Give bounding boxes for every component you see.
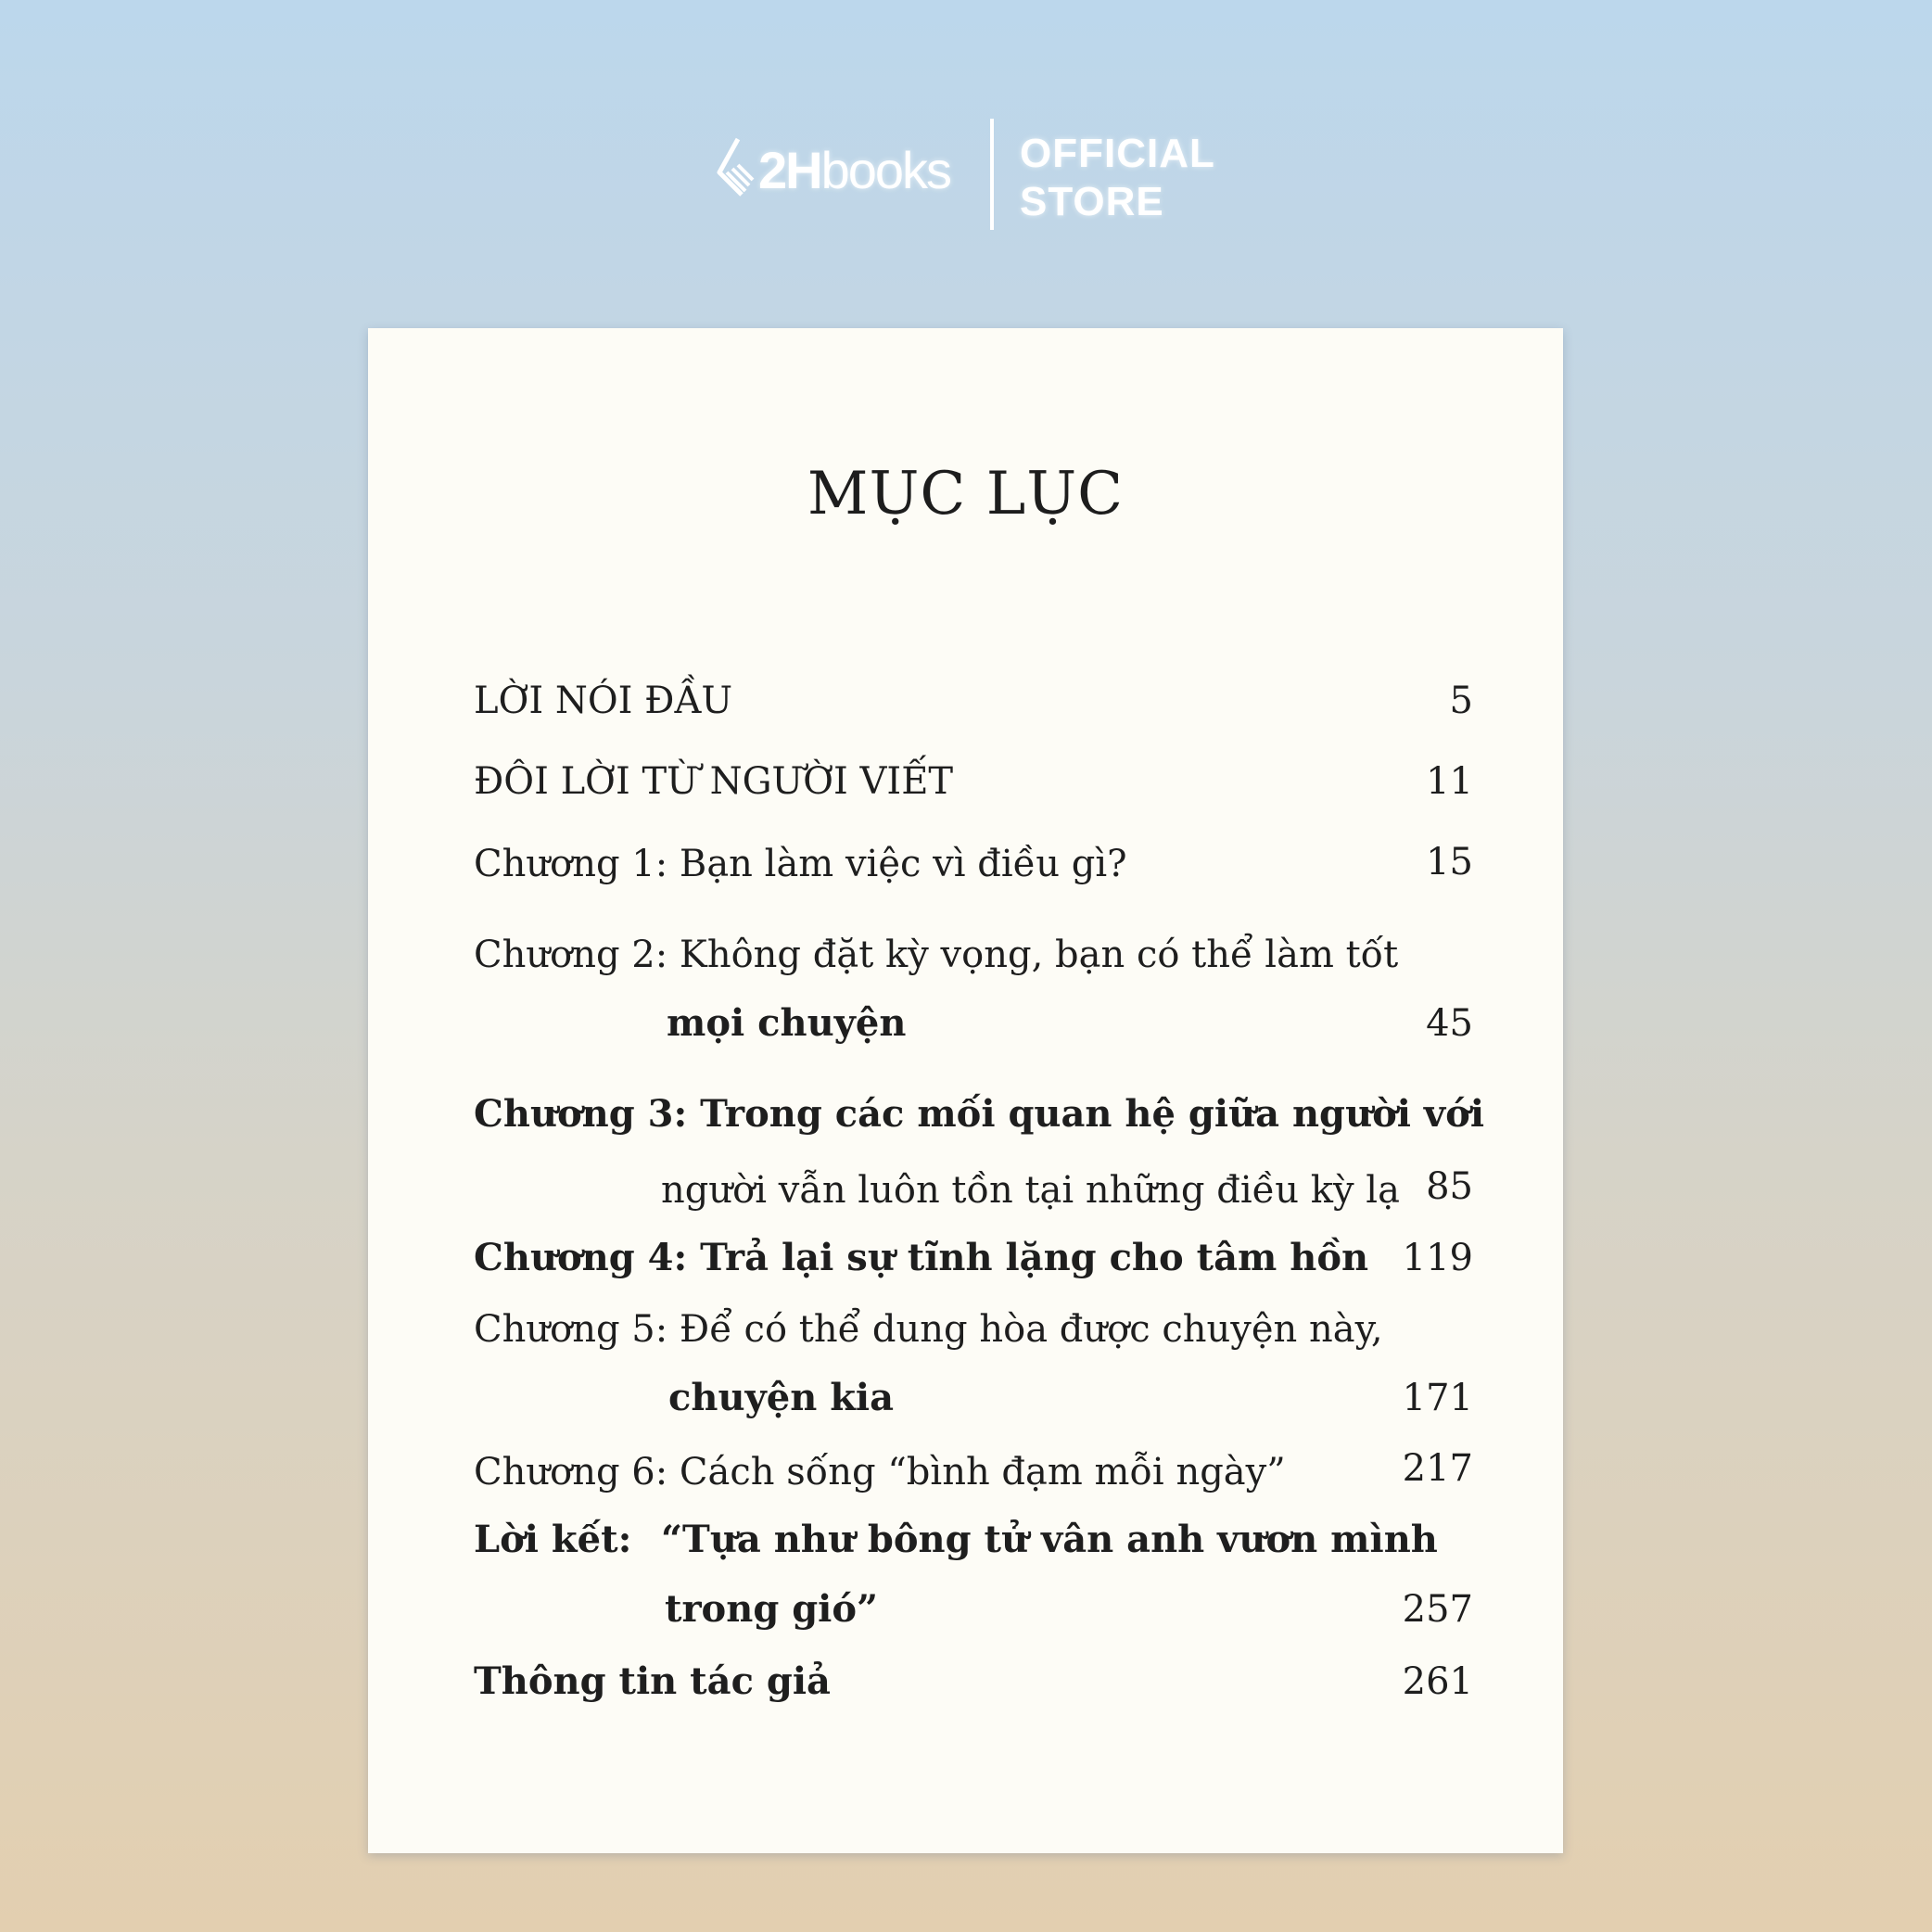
toc-entry-chapter-6: Chương 6: Cách sống “bình đạm mỗi ngày” (474, 1451, 1286, 1493)
brand-bold-text: 2H (758, 141, 821, 199)
toc-entry-chapter-3-cont: người vẫn luôn tồn tại những điều kỳ lạ (661, 1169, 1400, 1212)
toc-entry-chapter-5: Chương 5: Để có thể dung hòa được chuyện này, (474, 1308, 1383, 1351)
brand-light-text: books (820, 141, 951, 199)
toc-page-chapter-3: 85 (1426, 1165, 1473, 1208)
toc-entry-conclusion-cont: trong gió” (665, 1587, 879, 1631)
logo-divider (990, 119, 994, 230)
store-line-2: STORE (1020, 179, 1164, 224)
toc-page-preface: 5 (1449, 680, 1473, 722)
toc-entry-chapter-4: Chương 4: Trả lại sự tĩnh lặng cho tâm hồn (474, 1236, 1369, 1279)
toc-entry-preface: LỜI NÓI ĐẦU (474, 680, 733, 722)
toc-title: MỤC LỤC (807, 460, 1125, 528)
toc-page-chapter-5: 171 (1402, 1377, 1473, 1419)
brand-logo (714, 117, 1233, 234)
toc-entry-chapter-5-cont: chuyện kia (668, 1376, 895, 1419)
toc-entry-chapter-1: Chương 1: Bạn làm việc vì điều gì? (474, 843, 1127, 885)
toc-page-chapter-1: 15 (1426, 841, 1473, 883)
toc-page-chapter-4: 119 (1402, 1237, 1473, 1279)
toc-entry-chapter-3: Chương 3: Trong các mối quan hệ giữa người với (474, 1092, 1485, 1136)
toc-entry-conclusion: Lời kết: (474, 1518, 632, 1561)
toc-entry-chapter-2-cont: mọi chuyện (667, 1001, 907, 1045)
toc-entry-author-words: ĐÔI LỜI TỪ NGƯỜI VIẾT (474, 760, 954, 803)
toc-entry-author-info: Thông tin tác giả (474, 1659, 831, 1703)
toc-page-chapter-2: 45 (1426, 1002, 1473, 1045)
store-line-1: OFFICIAL (1020, 131, 1215, 176)
brand-wordmark (758, 141, 951, 199)
toc-page-author-words: 11 (1426, 760, 1473, 803)
toc-page-author-info: 261 (1402, 1660, 1473, 1703)
book-page (368, 328, 1563, 1853)
toc-page-conclusion: 257 (1402, 1588, 1473, 1631)
toc-page-chapter-6: 217 (1402, 1447, 1473, 1490)
official-store-label (1020, 130, 1215, 226)
toc-entry-conclusion-title: “Tựa như bông tử vân anh vươn mình (661, 1518, 1438, 1561)
toc-entry-chapter-2: Chương 2: Không đặt kỳ vọng, bạn có thể làm tốt (474, 934, 1399, 976)
